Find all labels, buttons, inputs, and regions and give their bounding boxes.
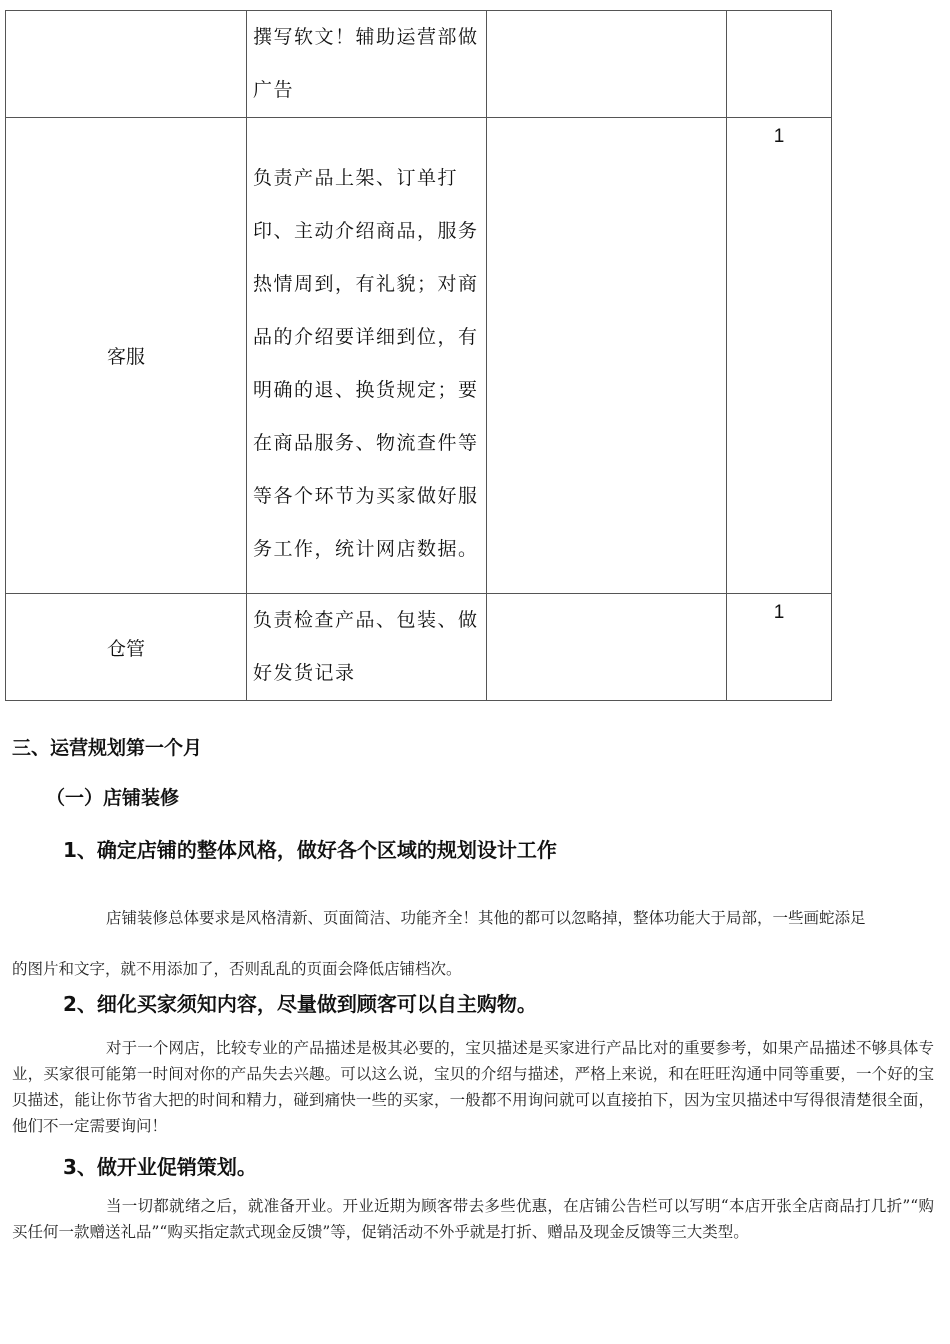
empty-cell (487, 594, 727, 701)
duty-cell: 负责产品上架、订单打印、主动介绍商品，服务热情周到，有礼貌；对商品的介绍要详细到位，有明确的退、换货规定；要在商品服务、物流查件等等各个环节为买家做好服务工作，统计网店数据。 (247, 118, 487, 594)
role-cell: 仓管 (6, 594, 247, 701)
role-cell (6, 11, 247, 118)
headcount-cell: 1 (727, 118, 832, 594)
role-cell: 客服 (6, 118, 247, 594)
headcount-cell (727, 11, 832, 118)
headcount-cell: 1 (727, 594, 832, 701)
item-paragraph-3: 当一切都就绪之后，就准备开业。开业近期为顾客带去多些优惠，在店铺公告栏可以写明“本店开张全店商品打几折”“购买任何一款赠送礼品”“购买指定款式现金反馈”等，促销活动不外乎就是打折、赠品及现金反馈等三大类型。 (12, 1197, 934, 1241)
subsection-heading: （一）店铺装修 (46, 787, 180, 809)
empty-cell (487, 118, 727, 594)
duty-cell: 负责检查产品、包装、做好发货记录 (247, 594, 487, 701)
staff-duties-table (5, 10, 832, 701)
item-paragraph-2: 对于一个网店，比较专业的产品描述是极其必要的，宝贝描述是买家进行产品比对的重要参考，如果产品描述不够具体专业，买家很可能第一时间对你的产品失去兴趣。可以这么说，宝贝的介绍与描述，严格上来说，和在旺旺沟通中同等重要，一个好的宝贝描述，能让你节省大把的时间和精力，碰到痛快一些的买家，一般都不用询问就可以直接拍下，因为宝贝描述中写得很清楚很全面，他们不一定需要询问！ (12, 1039, 934, 1135)
item-heading-2: 2、细化买家须知内容，尽量做到顾客可以自主购物。 (63, 992, 537, 1016)
duty-cell: 撰写软文！辅助运营部做广告 (247, 11, 487, 118)
item-heading-3: 3、做开业促销策划。 (63, 1155, 257, 1179)
item-heading-1: 1、确定店铺的整体风格，做好各个区域的规划设计工作 (63, 838, 557, 862)
table-row (6, 118, 832, 594)
item-paragraph-1: 店铺装修总体要求是风格清新、页面简洁、功能齐全！其他的都可以忽略掉，整体功能大于局部，一些画蛇添足的图片和文字，就不用添加了，否则乱乱的页面会降低店铺档次。 (12, 909, 866, 978)
empty-cell (487, 11, 727, 118)
table-row (6, 11, 832, 118)
section-heading: 三、运营规划第一个月 (12, 737, 203, 759)
table-row (6, 594, 832, 701)
